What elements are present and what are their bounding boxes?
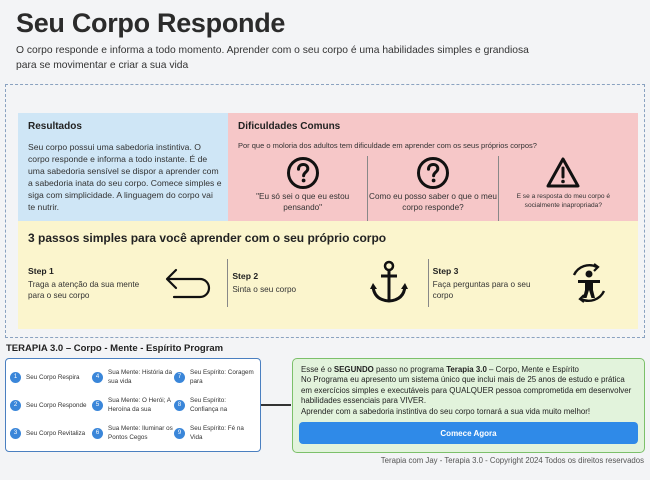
program-item-number: 6 <box>92 428 103 439</box>
program-item-number: 5 <box>92 400 103 411</box>
program-modules <box>5 358 261 452</box>
step-item <box>428 259 628 307</box>
program-item[interactable] <box>92 363 174 391</box>
start-now-button[interactable]: Comece Agora <box>299 422 638 444</box>
program-title: TERAPIA 3.0 – Corpo - Mente - Espírito Program <box>6 343 224 354</box>
step-description: Faça perguntas para o seu corpo <box>432 279 531 300</box>
results-title: Resultados <box>28 121 82 132</box>
program-item[interactable] <box>92 391 174 419</box>
program-item[interactable] <box>92 419 174 447</box>
program-item-label: Seu Espírito: Fé na Vida <box>190 425 244 441</box>
difficulties-card <box>228 113 638 221</box>
difficulty-caption: "Eu só sei o que eu estou pensando" <box>256 192 350 212</box>
footer-copyright: Terapia com Jay - Terapia 3.0 - Copyright 2024 Todos os direitos reservados <box>380 456 644 465</box>
page-title: Seu Corpo Responde <box>16 8 286 38</box>
program-item-label: Sua Mente: Iluminar os Pontos Cegos <box>108 425 173 441</box>
program-item[interactable] <box>174 363 256 391</box>
program-item-number: 7 <box>174 372 185 383</box>
program-item-label: Seu Corpo Respira <box>26 373 80 381</box>
program-item-number: 2 <box>10 400 21 411</box>
return-arrow-icon <box>162 265 212 301</box>
page-subtitle: O corpo responde e informa a todo momento. Aprender com o seu corpo é uma habilidades simples e grandiosa para se movimentar e criar a sua vida <box>16 45 529 71</box>
question-circle-icon <box>416 156 450 190</box>
program-item-label: Seu Espírito: Confiança na <box>190 397 228 413</box>
promo-highlight-step: SEGUNDO <box>333 365 374 374</box>
program-item-label: Sua Mente: O Herói; A Heroína da sua <box>108 397 171 413</box>
warning-triangle-icon <box>545 156 581 190</box>
promo-line1-post: – Corpo, Mente e Espírito <box>486 365 579 374</box>
steps-list <box>28 259 628 307</box>
body-scan-icon <box>566 260 612 306</box>
difficulties-intro: Por que o moloria dos adultos tem dificuldade em aprender com os seus próprios corpos? <box>238 141 537 150</box>
promo-highlight-program: Terapia 3.0 <box>446 365 487 374</box>
program-item-label: Sua Mente: História da sua vida <box>108 369 173 385</box>
step-description: Sinta o seu corpo <box>232 285 297 294</box>
program-item-number: 4 <box>92 372 103 383</box>
step-item <box>28 259 227 307</box>
difficulty-caption: E se a resposta do meu corpo é socialmente inapropriada? <box>516 193 611 209</box>
steps-title: 3 passos simples para você aprender com o seu próprio corpo <box>28 231 387 245</box>
difficulty-item <box>238 156 367 224</box>
connector-line <box>261 404 291 406</box>
step-label: Step 2 <box>232 271 259 281</box>
program-item[interactable] <box>174 419 256 447</box>
program-item[interactable] <box>10 391 92 419</box>
promo-body: No Programa eu apresento um sistema único que inclui mais de 25 anos de estudo e prática em exercícios simples e executáveis para QUALQUER pessoa comprometida em desenvolver habilidades essenciais para VIVER. <box>301 375 632 406</box>
difficulty-caption: Como eu posso saber o que o meu corpo responde? <box>369 192 497 212</box>
difficulty-item <box>498 156 628 224</box>
difficulties-list <box>238 156 628 224</box>
program-item[interactable] <box>10 419 92 447</box>
program-item-number: 9 <box>174 428 185 439</box>
promo-card <box>292 358 645 453</box>
program-item-label: Seu Espírito: Coragem para <box>190 369 254 385</box>
promo-text <box>301 365 636 417</box>
header <box>16 8 636 73</box>
promo-closing: Aprender com a sabedoria instintiva do seu corpo tornará a sua vida muito melhor! <box>301 406 591 416</box>
program-item-label: Seu Corpo Revitaliza <box>26 429 86 437</box>
content-frame <box>5 84 645 338</box>
difficulty-item <box>367 156 497 224</box>
program-item-number: 8 <box>174 400 185 411</box>
step-label: Step 3 <box>432 265 459 276</box>
promo-line1-mid: passo no programa <box>373 365 447 374</box>
program-item[interactable] <box>10 363 92 391</box>
question-circle-icon <box>286 156 320 190</box>
step-description: Traga a atenção da sua mente para o seu corpo <box>28 279 140 300</box>
program-item-label: Seu Corpo Responde <box>26 401 87 409</box>
step-label: Step 1 <box>28 265 54 276</box>
program-item-number: 1 <box>10 372 21 383</box>
results-text: Seu corpo possui uma sabedoria instintiva. O corpo responde e informa a todo instante. É de uma sabedoria sensível se dispor a aprender com a sabedoria inata do seu corpo. Comece simples e siga com simplicidade. A linguagem do corpo vai te nutrir. <box>28 142 222 212</box>
promo-line1-pre: Esse é o <box>301 365 334 374</box>
steps-card <box>18 221 638 329</box>
difficulties-title: Dificuldades Comuns <box>238 121 341 132</box>
program-item[interactable] <box>174 391 256 419</box>
anchor-icon <box>368 260 410 306</box>
results-card <box>18 113 232 221</box>
step-item <box>227 259 427 307</box>
program-item-number: 3 <box>10 428 21 439</box>
